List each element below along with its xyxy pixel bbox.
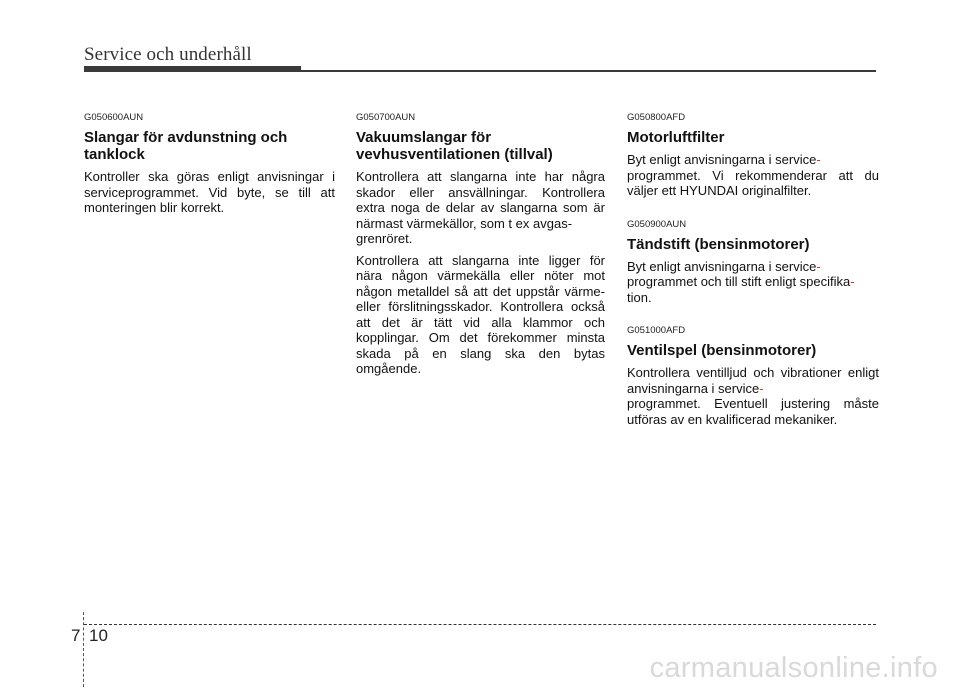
header-title: Service och underhåll [84,44,252,65]
section-paragraph: Kontroller ska göras enligt anvisningar i serviceprogrammet. Vid byte, se till att monteringen blir korrekt. [84,169,335,215]
section-paragraph: programmet. Vi rekommenderar att du väljer ett HYUNDAI originalfilter. [627,167,879,198]
column-1 [84,112,335,236]
chapter-number: 7 [71,626,81,645]
section-heading: Motorluftfilter [627,129,725,146]
footer-divider [83,612,84,687]
section-paragraph [356,169,605,231]
section-heading: Ventilspel (bensinmotorer) [627,342,817,359]
section-paragraph: Byt enligt anvisningarna i service- [627,152,821,167]
hyphen-mark: - [816,258,821,274]
section-paragraph: Kontrollera ventilljud och vibrationer enligt anvisningarna i service- [627,365,879,396]
hyphen-mark: - [816,152,821,167]
section-paragraph: Kontrollera att slangarna inte ligger för nära någon värmekälla eller nöter mot någon metalldel så att det uppstår värme- eller förslitningsskador. Kontrollera också att det är tätt vid alla klammor och kopplingar. Om det förekommer minsta skada på en slang ska den bytas omgående. [356,252,605,376]
section-code: G051000AFD [627,325,686,336]
section-heading: Vakuumslangar för vevhusventilationen (tillval) [356,129,553,163]
column-3 [627,112,879,447]
section-code: G050700AUN [356,112,416,123]
section-paragraph: Byt enligt anvisningarna i service- [627,258,821,274]
watermark: carmanualsonline.info [649,652,938,684]
header-bar-thin [301,70,876,72]
hyphen-mark: - [850,274,855,289]
section-heading: Tändstift (bensinmotorer) [627,235,810,253]
section-evap-hoses [84,112,335,216]
section-paragraph: programmet. Eventuell justering måste utföras av en kvalificerad mekaniker. [627,396,879,427]
footer-rule [84,624,876,625]
section-paragraph: tion. [627,289,652,305]
section-spark-plugs [627,219,879,306]
section-valve-clearance [627,325,879,427]
section-code: G050900AUN [627,218,687,230]
section-code: G050800AFD [627,112,686,123]
header-bar-thick [84,66,301,72]
section-heading: Slangar för avdunstning och tanklock [84,129,288,163]
section-air-filter [627,112,879,199]
hyphen-mark: - [759,380,764,396]
section-paragraph: programmet och till stift enligt specifika- [627,274,855,289]
section-vacuum-hoses [356,112,605,377]
section-code: G050600AUN [84,112,144,123]
paragraph-line: Kontrollera att slangarna inte har några skador eller ansvällningar. Kontrollera extra noga de delar av slangarna som är närmast värmekällor, som t ex avgas- [356,169,605,231]
column-2 [356,112,605,397]
section-paragraph: grenröret. [356,231,413,246]
page-number: 10 [89,626,108,645]
